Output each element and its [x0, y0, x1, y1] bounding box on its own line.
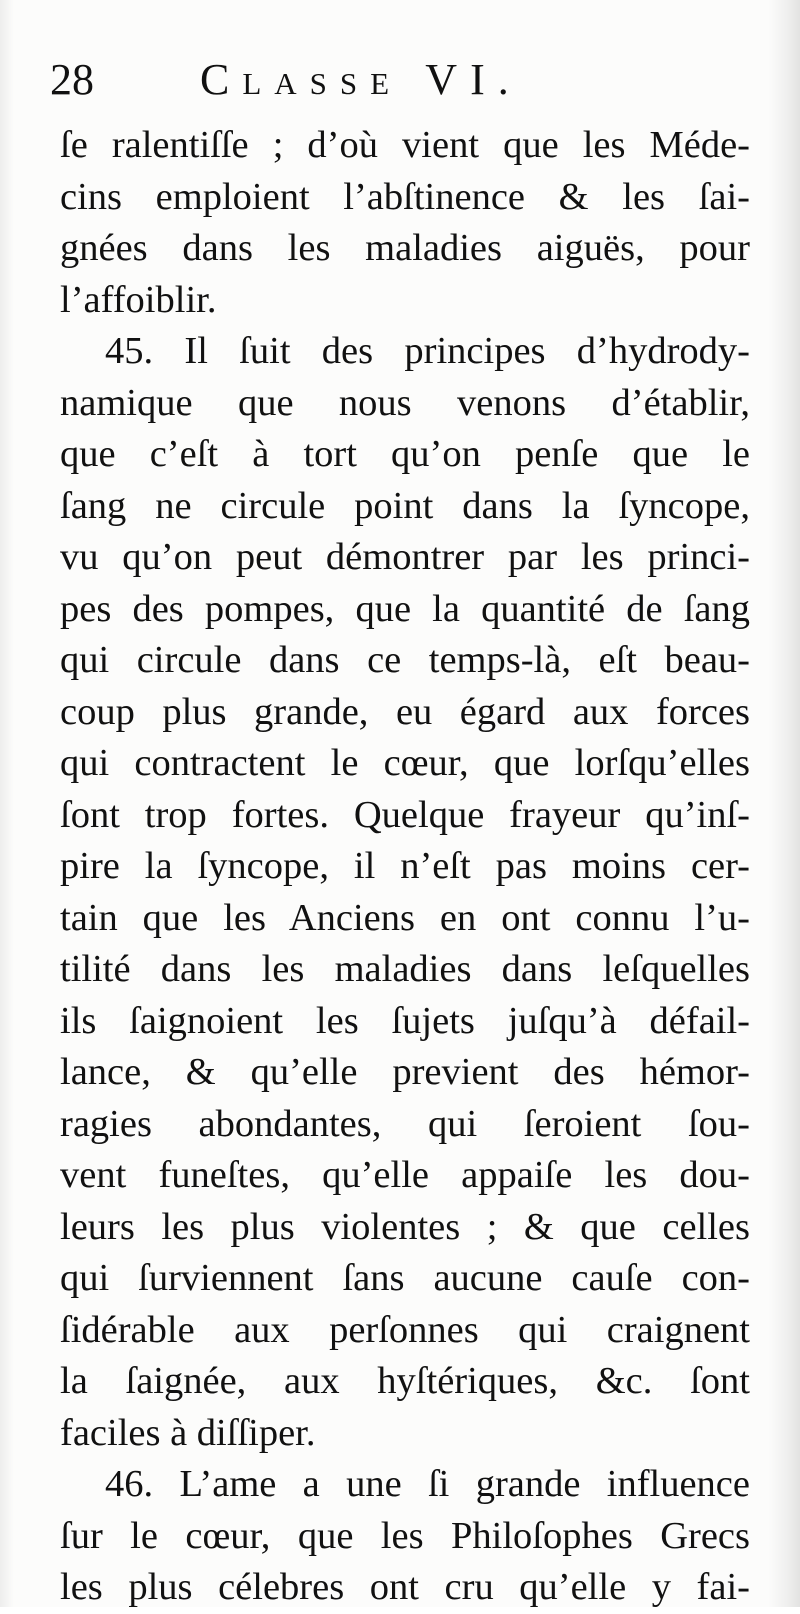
text-line: vent funeſtes, qu’elle appaiſe les dou- — [60, 1154, 750, 1196]
text-line: la ſaignée, aux hyſtériques, &c. ſont — [60, 1360, 750, 1402]
text-line: gnées dans les maladies aiguës, pour — [60, 227, 750, 269]
text-line: pire la ſyncope, il n’eſt pas moins cer- — [60, 845, 750, 887]
text-line: ragies abondantes, qui ſeroient ſou- — [60, 1102, 750, 1145]
running-title: Classe VI. — [200, 55, 522, 104]
text-line: ſang ne circule point dans la ſyncope, — [60, 484, 750, 527]
text-line: tain que les Anciens en ont connu l’u- — [60, 896, 750, 939]
text-line: ils ſaignoient les ſujets juſqu’à défail- — [60, 999, 750, 1042]
text-line: lance, & qu’elle previent des hémor- — [60, 1051, 750, 1093]
text-line: que c’eſt à tort qu’on penſe que le — [60, 433, 750, 475]
text-line: qui contractent le cœur, que lorſqu’elles — [60, 742, 750, 784]
text-line: vu qu’on peut démontrer par les princi- — [60, 536, 750, 578]
text-line: 45. Il ſuit des principes d’hydrody- — [105, 330, 750, 372]
text-line: pes des pompes, que la quantité de ſang — [60, 587, 750, 630]
text-line: ſur le cœur, que les Philoſophes Grecs — [60, 1514, 750, 1557]
page-gutter-shadow — [0, 0, 14, 1607]
text-line: ſidérable aux perſonnes qui craignent — [60, 1308, 750, 1351]
text-line: tilité dans les maladies dans leſquelles — [60, 948, 750, 990]
text-line: namique que nous venons d’établir, — [60, 381, 750, 424]
text-line: faciles à diſſiper. — [60, 1411, 316, 1454]
text-line: qui circule dans ce temps-là, eſt beau- — [60, 639, 750, 681]
text-line: ſont trop fortes. Quelque frayeur qu’inſ- — [60, 793, 750, 836]
page-edge-shadow — [768, 0, 800, 1607]
page-number: 28 — [50, 55, 94, 104]
running-head — [50, 50, 750, 110]
body-text — [60, 120, 750, 1614]
text-line: cins emploient l’abſtinence & les ſai- — [60, 175, 750, 218]
text-line: l’affoiblir. — [60, 278, 217, 321]
text-line: ſe ralentiſſe ; d’où vient que les Méde- — [60, 124, 750, 166]
text-line: leurs les plus violentes ; & que celles — [60, 1205, 750, 1248]
text-line: les plus célebres ont cru qu’elle y fai- — [60, 1566, 750, 1608]
text-line: coup plus grande, eu égard aux forces — [60, 690, 750, 733]
text-line: qui ſurviennent ſans aucune cauſe con- — [60, 1257, 750, 1299]
text-line: 46. L’ame a une ſi grande influence — [105, 1463, 750, 1505]
